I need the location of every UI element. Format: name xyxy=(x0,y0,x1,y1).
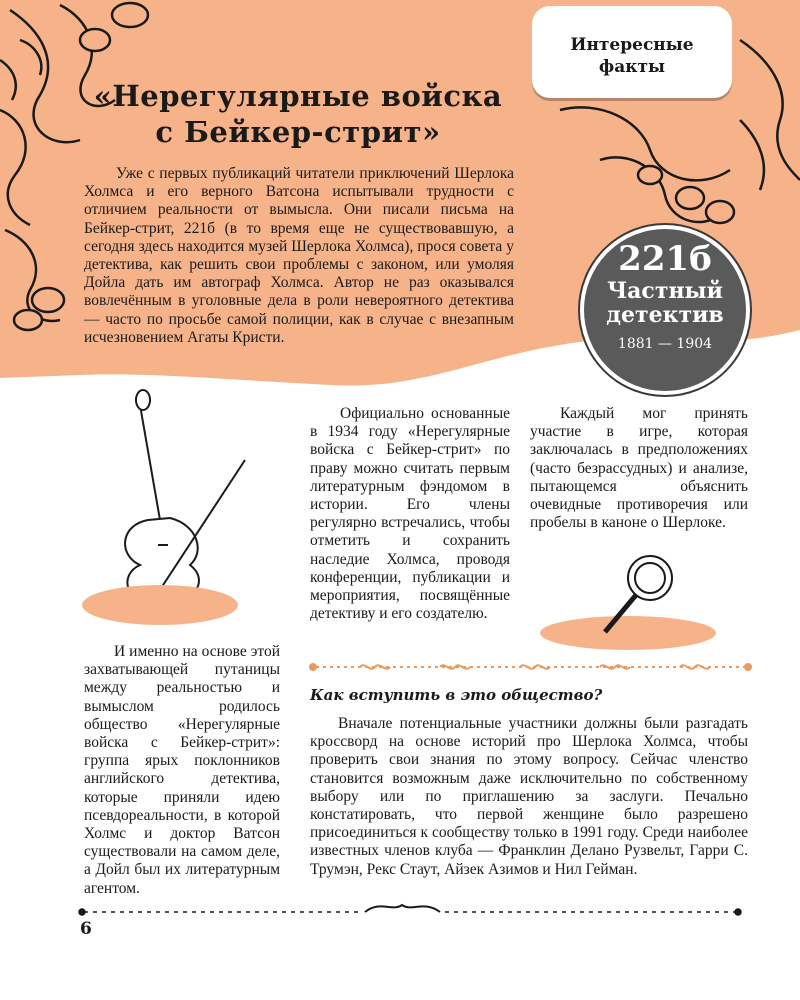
address-badge xyxy=(580,225,750,395)
title-line1: «Нерегулярные войска xyxy=(93,79,503,113)
violin-shadow xyxy=(82,585,238,625)
badge-line1: Частный xyxy=(607,278,723,304)
badge-line2: детектив xyxy=(606,302,724,328)
page-title xyxy=(78,78,518,150)
badge-number: 221б xyxy=(618,239,712,279)
intro-paragraph: Уже с первых публикаций читатели приключений Шерлока Холмса и его верного Ватсона испытывали трудности с отличием реальности от вымысла. Они писали письма на Бейкер-стрит, 221б (в то время еще не существовавшую, а сегодня здесь находится музей Шерлока Холмса), прося совета у детектива, как решить свои проблемы с законом, или умоляя Дойла дать им автограф Холмса. Автор не раз оказывался вовлечённым в уголовные дела в роли невероятного детектива — часто по просьбе самой полиции, как в случае с внезапным исчезновением Агаты Кристи. xyxy=(84,165,514,346)
footer-divider xyxy=(79,905,741,915)
page-number: 6 xyxy=(80,919,92,939)
section-tab xyxy=(532,6,732,98)
tab-label-line1: Интересные xyxy=(570,35,694,55)
middle-column-paragraph: Официально основанные в 1934 году «Нерегулярные войска с Бейкер-стрит» по праву можно считать первым литературным фэндомом в истории. Его члены регулярно встречались, чтобы отметить и сохранить наследие Холмса, проводя конференции, публикации и мероприятия, посвящённые детективу и его создателю. xyxy=(310,405,510,623)
magnifying-glass-icon xyxy=(540,556,716,650)
tab-label-line2: факты xyxy=(598,57,666,77)
scroll-divider-icon xyxy=(365,905,440,912)
right-column-paragraph: Каждый мог принять участие в игре, которая заключалась в предположениях (часто безрассудных) и анализе, пытающемся объяснить очевидные противоречия или пробелы в каноне о Шерлоке. xyxy=(530,405,748,532)
section-heading: Как вступить в это общество? xyxy=(310,686,603,704)
scroll-divider-icon xyxy=(310,664,751,670)
left-column-paragraph: И именно на основе этой захватывающей путаницы между реальностью и вымыслом родилось общество «Нерегулярные войска с Бейкер-стрит»: группа ярых поклонников английского детектива, которые приняли идею псевдореальности, в которой Холмс и доктор Ватсон существовали на самом деле, а Дойл был их литературным агентом. xyxy=(84,643,280,897)
violin-icon xyxy=(125,390,245,605)
title-line2: с Бейкер-стрит» xyxy=(155,115,441,149)
section-paragraph: Вначале потенциальные участники должны были разгадать кроссворд на основе историй про Шерлока Холмса, чтобы проверить свои знания по этому вопросу. Сейчас членство становится возможным даже исключительно по собственному выбору или по приглашению за заслуги. Печально констатировать, что первой женщине было разрешено присоединиться к сообществу только в 1991 году. Среди наиболее известных членов клуба — Франклин Делано Рузвельт, Гарри С. Трумэн, Рекс Стаут, Айзек Азимов и Нил Гейман. xyxy=(310,715,748,878)
badge-years: 1881 — 1904 xyxy=(617,336,713,352)
